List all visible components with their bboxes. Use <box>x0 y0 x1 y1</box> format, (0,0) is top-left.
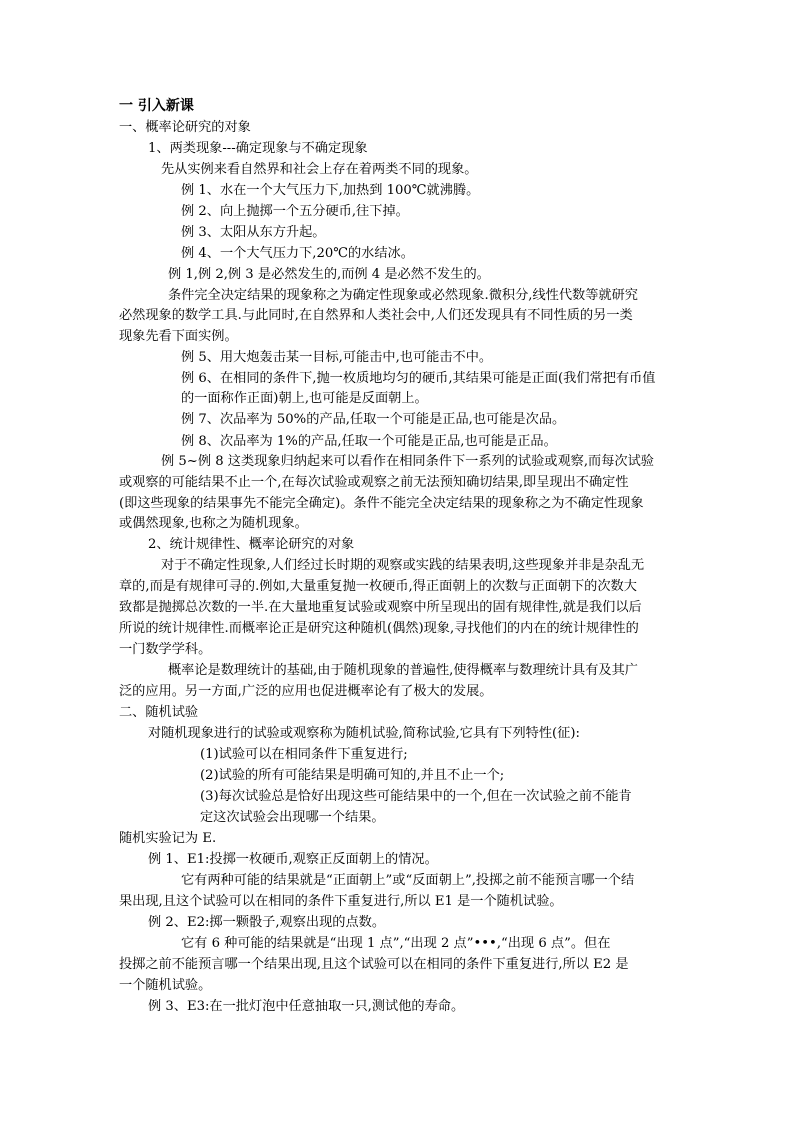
section-heading: 一 引入新课 <box>119 98 194 114</box>
text-line: 一、概率论研究的对象 <box>119 120 251 135</box>
text-line: 所说的统计规律性.而概率论正是研究这种随机(偶然)现象,寻找他们的内在的统计规律性的 <box>119 621 639 636</box>
text-line: 一个随机试验。 <box>119 978 212 993</box>
text-line: 例 7、次品率为 50%的产品,任取一个可能是正品,也可能是次品。 <box>181 412 566 427</box>
text-line: 一门数学学科。 <box>119 642 212 657</box>
text-line: 先从实例来看自然界和社会上存在着两类不同的现象。 <box>161 162 478 177</box>
text-line: 例 5~例 8 这类现象归纳起来可以看作在相同条件下一系列的试验或观察,而每次试验 <box>161 454 654 469</box>
list-item: (3)每次试验总是恰好出现这些可能结果中的一个,但在一次试验之前不能肯 <box>200 789 632 804</box>
text-line: 随机实验记为 E. <box>119 831 217 846</box>
text-line: 例 6、在相同的条件下,抛一枚质地均匀的硬币,其结果可能是正面(我们常把有币值 <box>181 371 656 386</box>
text-line: 投掷之前不能预言哪一个结果出现,且这个试验可以在相同的条件下重复进行,所以 E2 是 <box>119 957 629 972</box>
text-line: 或观察的可能结果不止一个,在每次试验或观察之前无法预知确切结果,即呈现出不确定性 <box>119 475 629 490</box>
text-line: 或偶然现象,也称之为随机现象。 <box>119 516 308 531</box>
text-line: 例 4、一个大气压力下,20℃的水结冰。 <box>181 246 414 261</box>
text-line: 例 3、E3:在一批灯泡中任意抽取一只,测试他的寿命。 <box>148 999 465 1014</box>
text-line: 果出现,且这个试验可以在相同的条件下重复进行,所以 E1 是一个随机试验。 <box>119 894 563 909</box>
text-line: 对于不确定性现象,人们经过长时期的观察或实践的结果表明,这些现象并非是杂乱无 <box>161 558 645 573</box>
text-line: 例 8、次品率为 1%的产品,任取一个可能是正品,也可能是正品。 <box>181 434 557 449</box>
text-line: 泛的应用。另一方面,广泛的应用也促进概率论有了极大的发展。 <box>119 684 493 699</box>
list-item: (1)试验可以在相同条件下重复进行; <box>200 747 408 762</box>
text-line: 致都是抛掷总次数的一半.在大量地重复试验或观察中所呈现出的固有规律性,就是我们以后 <box>119 600 642 615</box>
text-line: 它有两种可能的结果就是“正面朝上”或“反面朝上”,投掷之前不能预言哪一个结 <box>181 873 635 888</box>
list-item: 定这次试验会出现哪一个结果。 <box>200 810 385 825</box>
text-line: 例 2、向上抛掷一个五分硬币,往下掉。 <box>181 204 409 219</box>
text-line: 条件完全决定结果的现象称之为确定性现象或必然现象.微积分,线性代数等就研究 <box>168 288 638 303</box>
text-line: (即这些现象的结果事先不能完全确定)。条件不能完全决定结果的现象称之为不确定性现象 <box>119 496 644 511</box>
text-line: 它有 6 种可能的结果就是“出现 1 点”,“出现 2 点”•••,“出现 6 点”。但在 <box>181 936 611 951</box>
text-line: 的一面称作正面)朝上,也可能是反面朝上。 <box>181 391 428 406</box>
text-line: 二、随机试验 <box>119 705 199 720</box>
text-line: 2、统计规律性、概率论研究的对象 <box>148 537 355 552</box>
text-line: 章的,而是有规律可寻的.例如,大量重复抛一枚硬币,得正面朝上的次数与正面朝下的次数大 <box>119 579 637 594</box>
list-item: (2)试验的所有可能结果是明确可知的,并且不止一个; <box>200 768 505 783</box>
text-line: 例 3、太阳从东方升起。 <box>181 225 326 240</box>
text-line: 1、两类现象---确定现象与不确定现象 <box>148 141 368 156</box>
text-line: 例 1,例 2,例 3 是必然发生的,而例 4 是必然不发生的。 <box>168 267 490 282</box>
text-line: 必然现象的数学工具.与此同时,在自然界和人类社会中,人们还发现具有不同性质的另一类 <box>119 308 633 323</box>
text-line: 现象先看下面实例。 <box>119 329 238 344</box>
text-line: 概率论是数理统计的基础,由于随机现象的普遍性,使得概率与数理统计具有及其广 <box>168 663 638 678</box>
text-line: 例 1、E1:投掷一枚硬币,观察正反面朝上的情况。 <box>148 852 438 867</box>
text-line: 对随机现象进行的试验或观察称为随机试验,简称试验,它具有下列特性(征): <box>148 726 580 741</box>
text-line: 例 5、用大炮轰击某一目标,可能击中,也可能击不中。 <box>181 350 493 365</box>
text-line: 例 1、水在一个大气压力下,加热到 100℃就沸腾。 <box>181 183 480 198</box>
text-line: 例 2、E2:掷一颗骰子,观察出现的点数。 <box>148 915 386 930</box>
